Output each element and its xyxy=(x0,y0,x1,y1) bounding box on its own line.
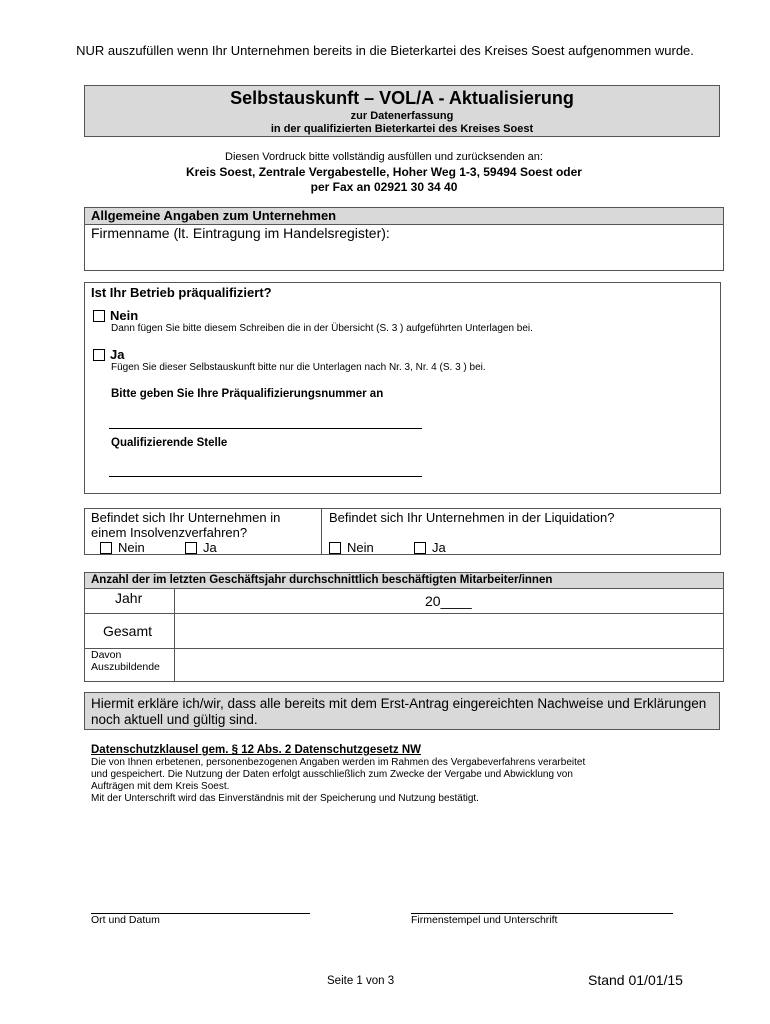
insolvency-no-checkbox[interactable] xyxy=(100,542,112,554)
prequal-question: Ist Ihr Betrieb präqualifiziert? xyxy=(91,285,272,300)
employees-column-divider xyxy=(174,588,175,681)
liquidation-no-label: Nein xyxy=(347,540,374,556)
liquidation-yes-checkbox[interactable] xyxy=(414,542,426,554)
employees-row-divider-1 xyxy=(85,613,723,614)
privacy-line-1: Die von Ihnen erbetenen, personenbezogenen Angaben werden im Rahmen des Vergabeverfahrens verarbeitet xyxy=(91,757,586,768)
year-value-field[interactable]: 20____ xyxy=(425,593,472,609)
page-title: Selbstauskunft – VOL/A - Aktualisierung xyxy=(230,88,574,108)
place-date-label: Ort und Datum xyxy=(91,914,160,926)
instruction-text: Diesen Vordruck bitte vollständig ausfüllen und zurücksenden an: xyxy=(225,151,543,163)
address-line-1: Kreis Soest, Zentrale Vergabestelle, Hoher Weg 1-3, 59494 Soest oder xyxy=(186,165,582,179)
liquidation-yes-label: Ja xyxy=(432,540,446,556)
year-label: Jahr xyxy=(115,590,143,606)
general-section xyxy=(84,207,724,271)
general-section-heading: Allgemeine Angaben zum Unternehmen xyxy=(85,208,723,225)
company-name-field[interactable]: Firmenname (lt. Eintragung im Handelsregister): xyxy=(91,225,390,241)
status-divider xyxy=(321,509,322,554)
total-label: Gesamt xyxy=(103,623,153,639)
liquidation-no-checkbox[interactable] xyxy=(329,542,341,554)
page-subtitle-2: in der qualifizierten Bieterkartei des Kreises Soest xyxy=(270,123,534,135)
prequal-number-label: Bitte geben Sie Ihre Präqualifizierungsnummer an xyxy=(111,388,384,400)
declaration-box xyxy=(84,692,720,730)
apprentices-label-line-1: Davon xyxy=(91,649,122,661)
privacy-body xyxy=(91,757,691,805)
employees-row-divider-2 xyxy=(85,648,723,649)
insolvency-no-option[interactable] xyxy=(100,539,145,555)
prequalification-section xyxy=(84,282,721,494)
employees-section xyxy=(84,572,724,682)
status-section xyxy=(84,508,721,555)
declaration-text: Hiermit erkläre ich/wir, dass alle bereits mit dem Erst-Antrag eingereichten Nachweise und Erklärungen noch aktuell und gültig sind. xyxy=(91,696,707,727)
prequal-no-text: Dann fügen Sie bitte diesem Schreiben die in der Übersicht (S. 3 ) aufgeführten Unterlagen bei. xyxy=(111,323,533,334)
apprentices-label-line-2: Auszubildende xyxy=(91,661,160,673)
prequal-yes-text: Fügen Sie dieser Selbstauskunft bitte nur die Unterlagen nach Nr. 3, Nr. 4 (S. 3 ) bei. xyxy=(111,362,486,373)
liquidation-yes-option[interactable] xyxy=(414,539,446,555)
qualifying-body-label: Qualifizierende Stelle xyxy=(111,437,228,449)
privacy-line-3: Aufträgen mit dem Kreis Soest. xyxy=(91,781,230,792)
insolvency-question: Befindet sich Ihr Unternehmen in einem Insolvenzverfahren? xyxy=(91,510,281,540)
privacy-line-4: Mit der Unterschrift wird das Einverständnis mit der Speicherung und Nutzung bestätigt. xyxy=(91,793,479,804)
insolvency-yes-label: Ja xyxy=(203,540,217,556)
prequal-no-option[interactable] xyxy=(93,307,138,323)
qualifying-body-field[interactable] xyxy=(109,476,422,477)
employees-heading: Anzahl der im letzten Geschäftsjahr durchschnittlich beschäftigten Mitarbeiter/innen xyxy=(85,573,723,589)
stamp-signature-label: Firmenstempel und Unterschrift xyxy=(411,914,558,926)
total-value-field[interactable] xyxy=(177,615,717,645)
insolvency-yes-option[interactable] xyxy=(185,539,217,555)
top-note: NUR auszufüllen wenn Ihr Unternehmen bereits in die Bieterkartei des Kreises Soest aufgenommen wurde. xyxy=(76,43,694,58)
address-line-2: per Fax an 02921 30 34 40 xyxy=(310,180,458,194)
insolvency-no-label: Nein xyxy=(118,540,145,556)
prequal-no-label: Nein xyxy=(110,308,139,324)
privacy-heading: Datenschutzklausel gem. § 12 Abs. 2 Datenschutzgesetz NW xyxy=(91,744,421,756)
title-box xyxy=(84,85,720,137)
apprentices-label xyxy=(91,649,160,673)
insolvency-yes-checkbox[interactable] xyxy=(185,542,197,554)
liquidation-question: Befindet sich Ihr Unternehmen in der Liquidation? xyxy=(329,510,615,525)
version-stand: Stand 01/01/15 xyxy=(588,972,683,988)
prequal-yes-checkbox[interactable] xyxy=(93,349,105,361)
liquidation-no-option[interactable] xyxy=(329,539,374,555)
privacy-line-2: und gespeichert. Die Nutzung der Daten erfolgt ausschließlich zum Zwecke der Vergabe und Abwicklung von xyxy=(91,769,573,780)
prequal-yes-label: Ja xyxy=(110,347,125,363)
prequal-no-checkbox[interactable] xyxy=(93,310,105,322)
page-subtitle-1: zur Datenerfassung xyxy=(350,110,454,122)
apprentices-value-field[interactable] xyxy=(177,650,717,680)
prequal-number-field[interactable] xyxy=(109,428,422,429)
prequal-yes-option[interactable] xyxy=(93,346,124,362)
page-number: Seite 1 von 3 xyxy=(327,975,395,987)
